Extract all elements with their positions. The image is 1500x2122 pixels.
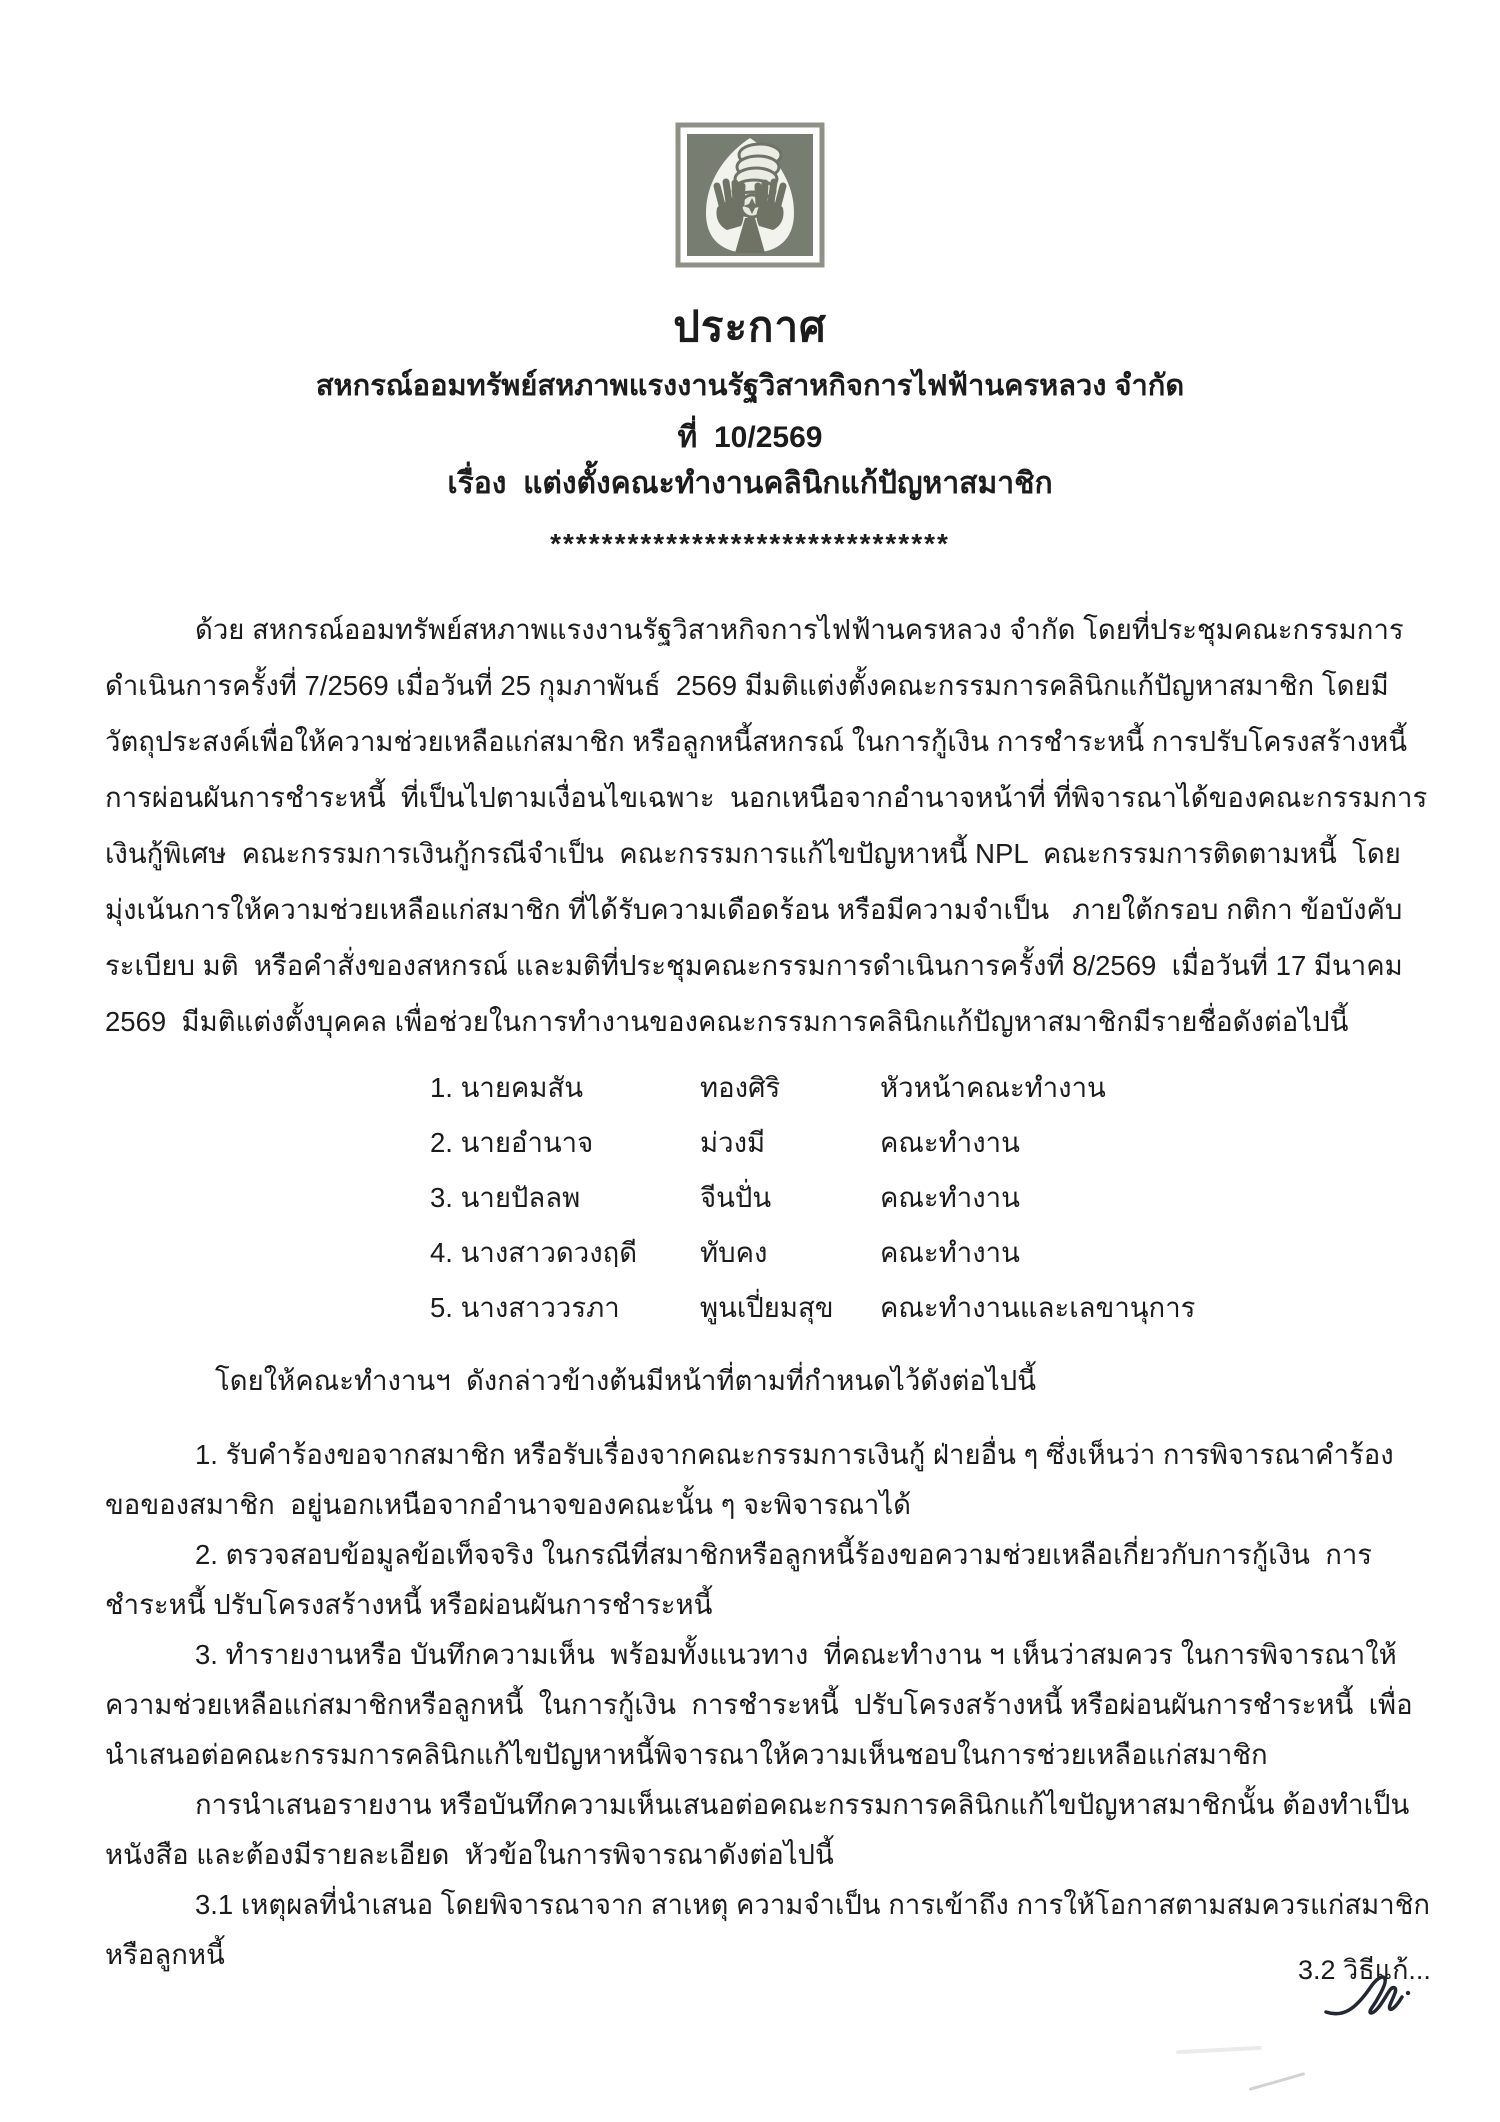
committee-row xyxy=(430,1225,1330,1280)
paragraph-line: 2569 มีมติแต่งตั้งบุคคล เพื่อช่วยในการทำงานของคณะกรรมการคลินิกแก้ปัญหาสมาชิกมีรายชื่อดังต่อไปนี้ xyxy=(105,1006,1349,1037)
member-role: คณะทำงาน xyxy=(880,1182,1020,1213)
member-role: คณะทำงาน xyxy=(880,1237,1020,1268)
committee-member-list xyxy=(430,1060,1330,1335)
document-number: ที่ 10/2569 xyxy=(677,421,823,454)
member-number-and-name: 5. นางสาววรภา xyxy=(430,1292,620,1323)
duty-line: ขอของสมาชิก อยู่นอกเหนือจากอำนาจของคณะนั้น ๆ จะพิจารณาได้ xyxy=(105,1489,912,1520)
continuation-hint: 3.2 วิธีแก้... xyxy=(1298,1955,1431,1985)
duty-line: 1. รับคำร้องขอจากสมาชิก หรือรับเรื่องจากคณะกรรมการเงินกู้ ฝ่ายอื่น ๆ ซึ่งเห็นว่า การพิจารณาคำร้อง xyxy=(195,1439,1394,1470)
subject-line: เรื่อง แต่งตั้งคณะทำงานคลินิกแก้ปัญหาสมาชิก xyxy=(447,467,1053,500)
duty-line: หรือลูกหนี้ xyxy=(105,1939,225,1970)
duty-line: ความช่วยเหลือแก่สมาชิกหรือลูกหนี้ ในการกู้เงิน การชำระหนี้ ปรับโครงสร้างหนี้ หรือผ่อนผันการชำระหนี้ เพื่อ xyxy=(105,1689,1413,1720)
paragraph-line: มุ่งเน้นการให้ความช่วยเหลือแก่สมาชิก ที่ได้รับความเดือดร้อน หรือมีความจำเป็น ภายใต้กรอบ กติกา ข้อบังคับ xyxy=(105,894,1403,925)
duties-section xyxy=(105,1430,1431,1980)
member-surname: ม่วงมี xyxy=(700,1127,766,1158)
committee-row xyxy=(430,1060,1330,1115)
paragraph-line: ระเบียบ มติ หรือคำสั่งของสหกรณ์ และมติที่ประชุมคณะกรรมการดำเนินการครั้งที่ 8/2569 เมื่อวันที่ 17 มีนาคม xyxy=(105,950,1403,981)
paragraph-line: ด้วย สหกรณ์ออมทรัพย์สหภาพแรงงานรัฐวิสาหกิจการไฟฟ้านครหลวง จำกัด โดยที่ประชุมคณะกรรมการ xyxy=(195,614,1404,645)
scan-artifact xyxy=(1176,2046,1262,2054)
duty-line: 3.1 เหตุผลที่นำเสนอ โดยพิจารณาจาก สาเหตุ ความจำเป็น การเข้าถึง การให้โอกาสตามสมควรแก่สมาชิก xyxy=(195,1889,1431,1920)
member-role: คณะทำงานและเลขานุการ xyxy=(880,1292,1196,1323)
duty-line: ชำระหนี้ ปรับโครงสร้างหนี้ หรือผ่อนผันการชำระหนี้ xyxy=(105,1589,713,1620)
member-number-and-name: 1. นายคมสัน xyxy=(430,1072,584,1103)
organization-name: สหกรณ์ออมทรัพย์สหภาพแรงงานรัฐวิสาหกิจการไฟฟ้านครหลวง จำกัด xyxy=(315,370,1185,402)
member-surname: พูนเปี่ยมสุข xyxy=(700,1292,834,1323)
scan-artifact xyxy=(1249,2072,1306,2091)
handwritten-initial-scribble xyxy=(1322,1966,1440,2030)
coop-logo-icon xyxy=(675,122,825,268)
duty-line: การนำเสนอรายงาน หรือบันทึกความเห็นเสนอต่อคณะกรรมการคลินิกแก้ไขปัญหาสมาชิกนั้น ต้องทำเป็น xyxy=(195,1789,1410,1820)
page-title: ประกาศ xyxy=(673,303,827,350)
committee-row xyxy=(430,1170,1330,1225)
duty-line: 2. ตรวจสอบข้อมูลข้อเท็จจริง ในกรณีที่สมาชิกหรือลูกหนี้ร้องขอความช่วยเหลือเกี่ยวกับการกู้เงิน การ xyxy=(195,1539,1373,1570)
paragraph-line: วัตถุประสงค์เพื่อให้ความช่วยเหลือแก่สมาชิก หรือลูกหนี้สหกรณ์ ในการกู้เงิน การชำระหนี้ การปรับโครงสร้างหนี้ xyxy=(105,726,1408,757)
duty-line: 3. ทำรายงานหรือ บันทึกความเห็น พร้อมทั้งแนวทาง ที่คณะทำงาน ฯ เห็นว่าสมควร ในการพิจารณาให้ xyxy=(195,1639,1397,1670)
member-surname: ทองศิริ xyxy=(700,1072,781,1103)
paragraph-line: ดำเนินการครั้งที่ 7/2569 เมื่อวันที่ 25 กุมภาพันธ์ 2569 มีมติแต่งตั้งคณะกรรมการคลินิกแก้ปัญหาสมาชิก โดยมี xyxy=(105,670,1389,701)
paragraph-line: เงินกู้พิเศษ คณะกรรมการเงินกู้กรณีจำเป็น คณะกรรมการแก้ไขปัญหาหนี้ NPL คณะกรรมการติดตามหนี้ โดย xyxy=(105,838,1401,869)
star-divider: ******************************* xyxy=(550,528,950,559)
committee-row xyxy=(430,1115,1330,1170)
member-role: หัวหน้าคณะทำงาน xyxy=(880,1072,1106,1103)
member-number-and-name: 3. นายปัลลพ xyxy=(430,1182,581,1213)
opening-paragraph xyxy=(105,602,1428,1050)
member-number-and-name: 4. นางสาวดวงฤดี xyxy=(430,1237,638,1268)
member-surname: ทับคง xyxy=(700,1237,768,1268)
duties-intro xyxy=(105,1356,1420,1406)
committee-row xyxy=(430,1280,1330,1335)
member-surname: จีนปั่น xyxy=(700,1182,772,1213)
duty-line: นำเสนอต่อคณะกรรมการคลินิกแก้ไขปัญหาหนี้พิจารณาให้ความเห็นชอบในการช่วยเหลือแก่สมาชิก xyxy=(105,1739,1268,1770)
paragraph-line: โดยให้คณะทำงานฯ ดังกล่าวข้างต้นมีหน้าที่ตามที่กำหนดไว้ดังต่อไปนี้ xyxy=(215,1365,1037,1396)
paragraph-line: การผ่อนผันการชำระหนี้ ที่เป็นไปตามเงื่อนไขเฉพาะ นอกเหนือจากอำนาจหน้าที่ ที่พิจารณาได้ของคณะกรรมการ xyxy=(105,782,1428,813)
member-number-and-name: 2. นายอำนาจ xyxy=(430,1127,594,1158)
member-role: คณะทำงาน xyxy=(880,1127,1020,1158)
duty-line: หนังสือ และต้องมีรายละเอียด หัวข้อในการพิจารณาดังต่อไปนี้ xyxy=(105,1839,834,1870)
